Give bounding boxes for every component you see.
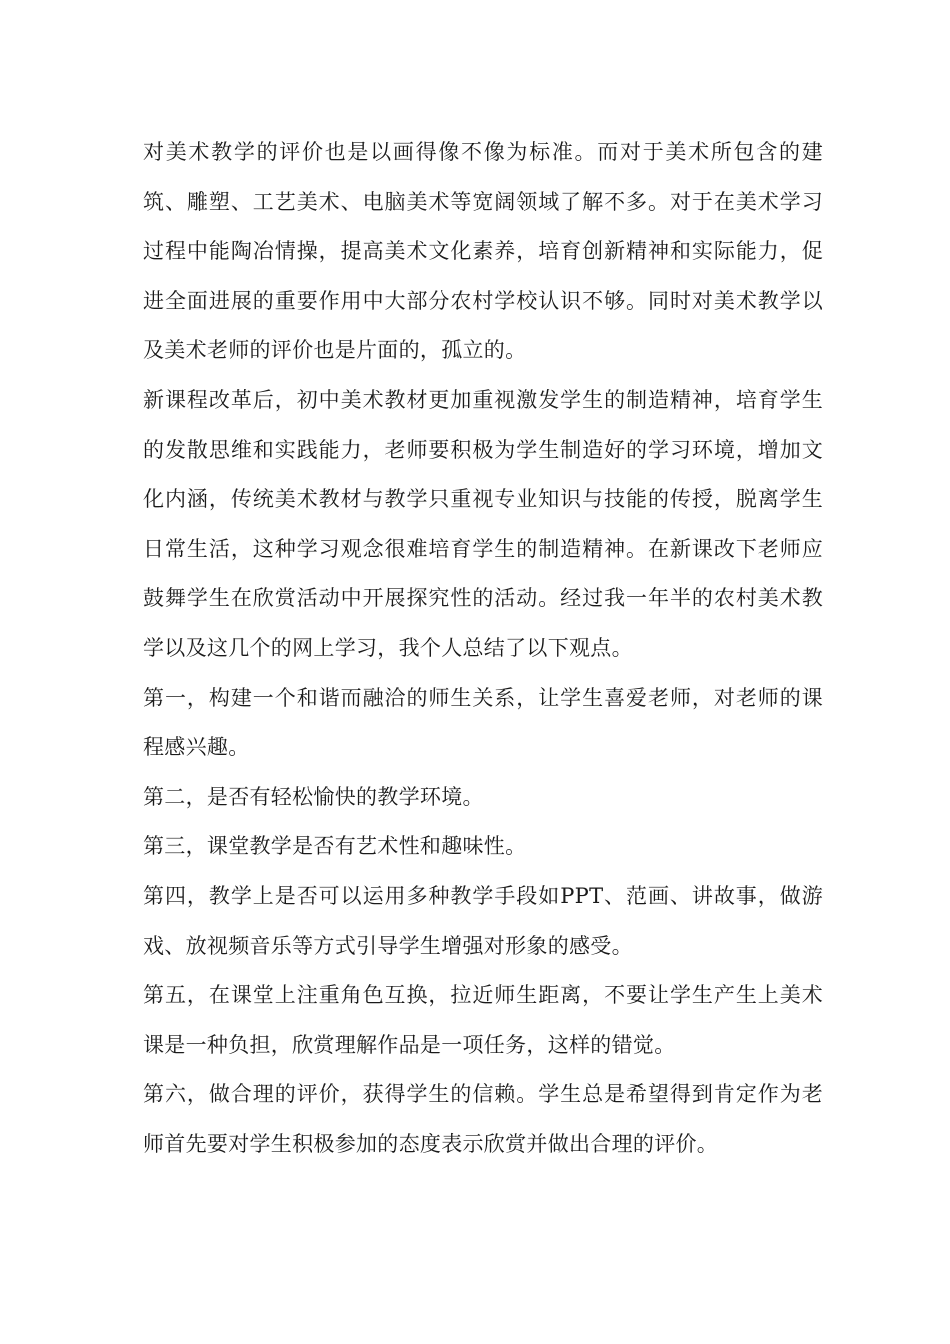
document-body (143, 128, 823, 1169)
point-second: 第二，是否有轻松愉快的教学环境。 (143, 784, 484, 809)
point-first: 第一，构建一个和谐而融洽的师生关系，让学生喜爱老师，对老师的课程感兴趣。 (143, 685, 823, 760)
point-fourth: 第四，教学上是否可以运用多种教学手段如PPT、范画、讲故事，做游戏、放视频音乐等方式引导学生增强对形象的感受。 (143, 883, 823, 958)
point-fifth: 第五，在课堂上注重角色互换，拉近师生距离，不要让学生产生上美术课是一种负担，欣赏理解作品是一项任务，这样的错觉。 (143, 983, 823, 1057)
point-third: 第三，课堂教学是否有艺术性和趣味性。 (143, 834, 527, 859)
point-sixth: 第六，做合理的评价，获得学生的信赖。学生总是希望得到肯定作为老师首先要对学生积极参加的态度表示欣赏并做出合理的评价。 (143, 1082, 823, 1156)
paragraph-curriculum-reform: 新课程改革后，初中美术教材更加重视激发学生的制造精神，培育学生的发散思维和实践能力，老师要积极为学生制造好的学习环境，增加文化内涵，传统美术教材与教学只重视专业知识与技能的传授，脱离学生日常生活，这种学习观念很难培育学生的制造精神。在新课改下老师应鼓舞学生在欣赏活动中开展探究性的活动。经过我一年半的农村美术教学以及这几个的网上学习，我个人总结了以下观点。 (143, 387, 823, 660)
paragraph-evaluation-standard: 对美术教学的评价也是以画得像不像为标准。而对于美术所包含的建筑、雕塑、工艺美术、电脑美术等宽阔领域了解不多。对于在美术学习过程中能陶冶情操，提高美术文化素养，培育创新精神和实际能力，促进全面进展的重要作用中大部分农村学校认识不够。同时对美术教学以及美术老师的评价也是片面的，孤立的。 (143, 140, 823, 363)
